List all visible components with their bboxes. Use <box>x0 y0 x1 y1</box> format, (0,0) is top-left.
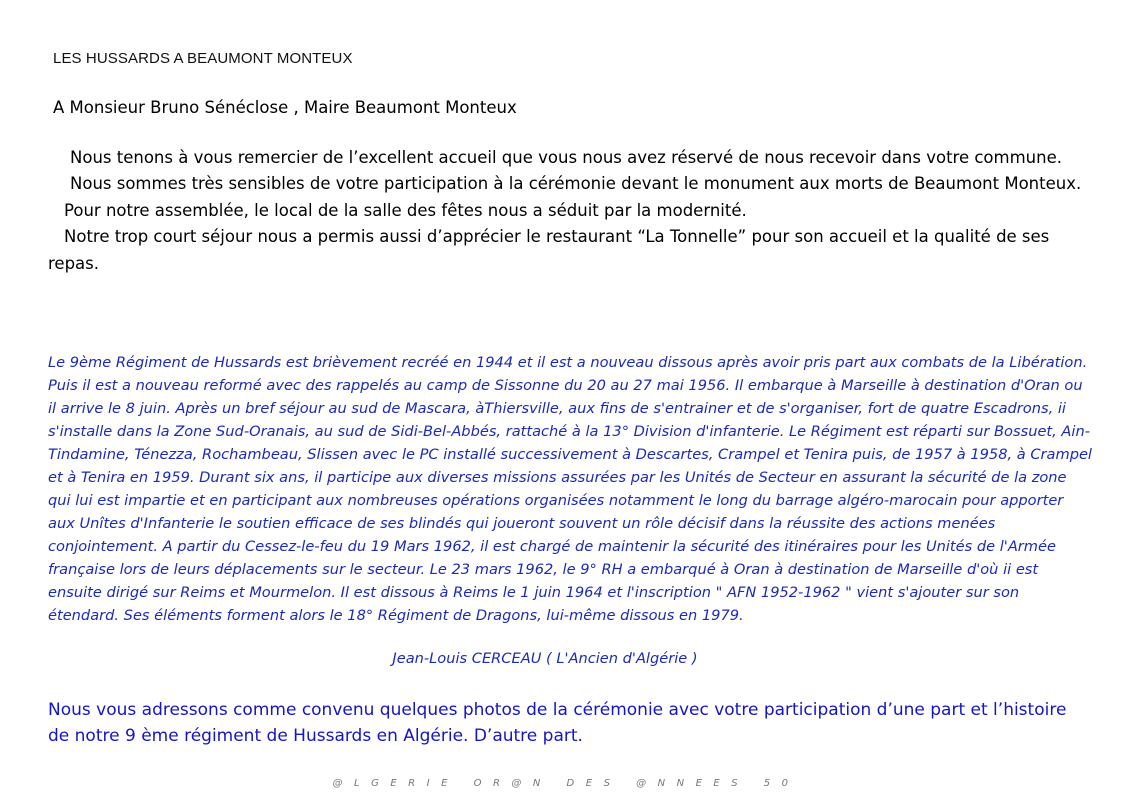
letter-paragraph-text: Nous sommes très sensibles de votre participation à la cérémonie devant le monument aux morts de Beaumont Monteux. <box>70 174 1082 194</box>
letter-body <box>48 145 1088 277</box>
letter-paragraph-text: Nous tenons à vous remercier de l’excellent accueil que vous nous avez réservé de nous recevoir dans votre commune. <box>70 148 1062 167</box>
letter-paragraph-text: Pour notre assemblée, le local de la salle des fêtes nous a séduit par la modernité. <box>64 200 747 220</box>
closing-paragraph: Nous vous adressons comme convenu quelques photos de la cérémonie avec votre participation d’une part et l’histoire de notre 9 ème régiment de Hussards en Algérie. D’autre part. <box>48 700 1067 746</box>
page-title: LES HUSSARDS A BEAUMONT MONTEUX <box>53 50 353 67</box>
letter-paragraph <box>48 145 1088 171</box>
letter-paragraph-text: Notre trop court séjour nous a permis aussi d’apprécier le restaurant “La Tonnelle” pour son accueil et la qualité de ses repas. <box>48 227 1050 273</box>
regiment-history: Le 9ème Régiment de Hussards est brièvement recréé en 1944 et il est a nouveau dissous après avoir pris part aux combats de la Libération. Puis il est a nouveau reformé avec des rappelés au camp de Sissonne du 20 au 27 mai 1956. Il embarque à Marseille à destination d'Oran ou il arrive le 8 juin. Après un bref séjour au sud de Mascara, àThiersville, aux fins de s'entrainer et de s'organiser, fort de quatre Escadrons, ii s'installe dans la Zone Sud-Oranais, au sud de Sidi-Bel-Abbés, rattaché à la 13° Division d'infanterie. Le Régiment est réparti sur Bossuet, Ain-Tindamine, Ténezza, Rochambeau, Slissen avec le PC installé successivement à Descartes, Crampel et Tenira puis, de 1957 à 1958, à Crampel et à Tenira en 1959. Durant six ans, il participe aux diverses missions assurées par les Unités de Secteur en assurant la sécurité de la zone qui lui est impartie et en participant aux nombreuses opérations organisées notamment le long du barrage algéro-marocain pour apporter aux Unîtes d'Infanterie le soutien efficace de ses blindés qui joueront souvent un rôle décisif dans la réussite des actions menées conjointement. A partir du Cessez-le-feu du 19 Mars 1962, il est chargé de maintenir la sécurité des itinéraires pour les Unités de l'Armée française lors de leurs déplacements sur le secteur. Le 23 mars 1962, le 9° RH a embarqué à Oran à destination de Marseille d'où ii est ensuite dirigé sur Reims et Mourmelon. Il est dissous à Reims le 1 juin 1964 et l'inscription " AFN 1952-1962 " vient s'ajouter sur son étendard. Ses éléments forment alors le 18° Régiment de Dragons, lui-même dissous en 1979. <box>48 354 1092 624</box>
footer-watermark: @LGERIE OR@N DES @NNEES 50 <box>332 778 800 789</box>
letter-paragraph <box>48 171 1088 197</box>
letter-paragraph <box>48 198 1088 224</box>
letter-paragraph <box>48 224 1088 277</box>
signature: Jean-Louis CERCEAU ( L'Ancien d'Algérie ) <box>392 650 698 667</box>
salutation: A Monsieur Bruno Sénéclose , Maire Beaumont Monteux <box>53 98 517 117</box>
